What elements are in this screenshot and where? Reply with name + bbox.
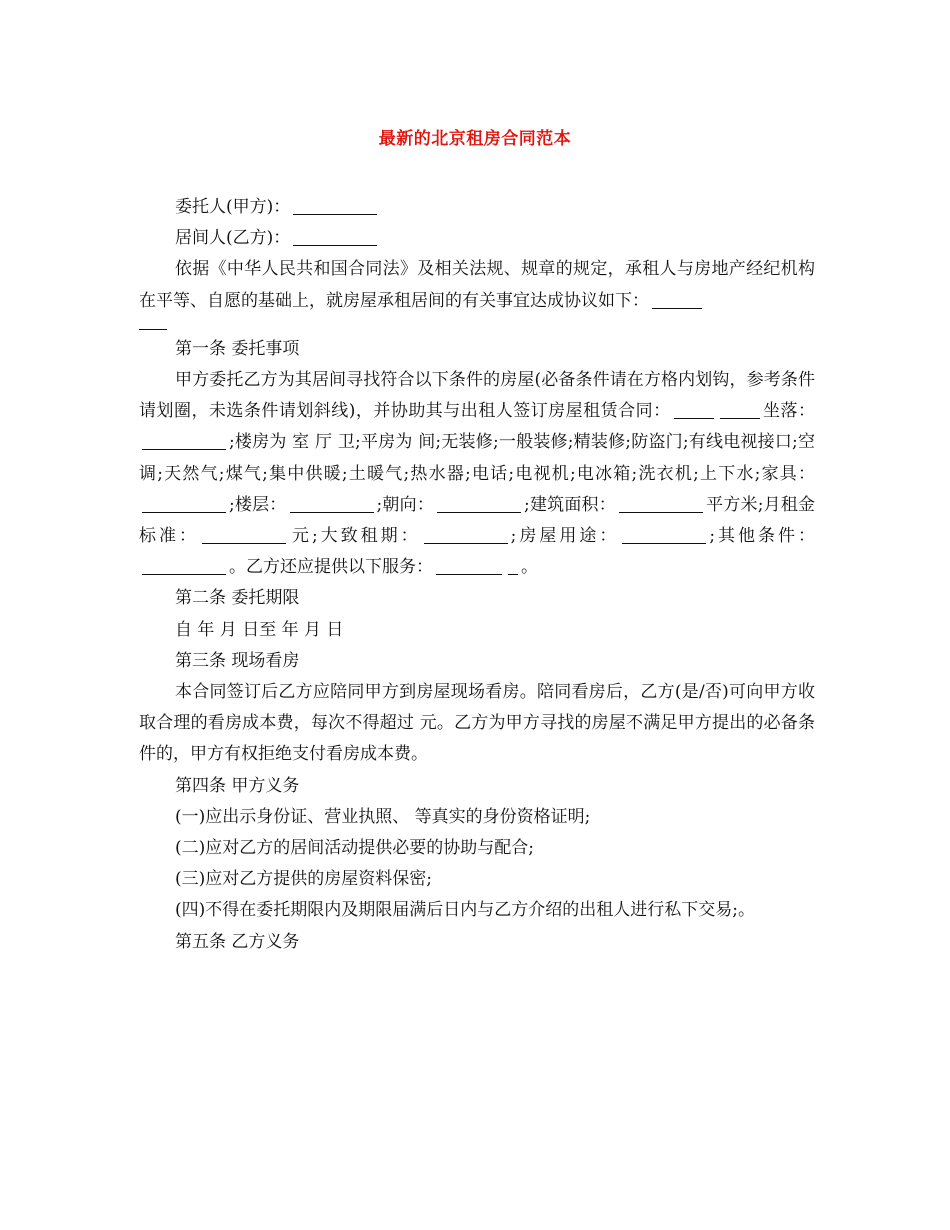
separator: ; bbox=[524, 494, 530, 515]
article-2-text: 自 年 月 日至 年 月 日 bbox=[175, 619, 344, 640]
article-4-item-3: (三)应对乙方提供的房屋资料保密; bbox=[175, 869, 432, 890]
period: 。 bbox=[521, 557, 538, 578]
party-a-line bbox=[139, 192, 815, 223]
orientation-label: ;朝向： bbox=[376, 494, 435, 515]
furniture-blank bbox=[142, 494, 226, 513]
floor-label: ;楼层： bbox=[229, 494, 287, 515]
floor-blank bbox=[290, 494, 374, 513]
blank bbox=[720, 400, 760, 419]
party-b-label: 居间人(乙方)： bbox=[175, 228, 291, 249]
located-blank bbox=[142, 431, 226, 450]
service-blank-cont bbox=[508, 556, 518, 575]
area-label: 建筑面积： bbox=[529, 494, 616, 515]
party-b-line bbox=[139, 223, 815, 254]
article-5-heading: 第五条 乙方义务 bbox=[175, 931, 300, 952]
party-b-blank bbox=[293, 227, 377, 246]
other-blank bbox=[142, 556, 226, 575]
document-body bbox=[139, 192, 815, 958]
use-blank bbox=[622, 525, 706, 544]
other-label: ;其他条件： bbox=[709, 526, 816, 547]
service-blank bbox=[436, 556, 502, 575]
document-title: 最新的北京租房合同范本 bbox=[378, 129, 572, 149]
party-a-blank bbox=[293, 196, 377, 215]
article-4-item-1: (一)应出示身份证、营业执照、 等真实的身份资格证明; bbox=[175, 806, 591, 827]
article-1-heading: 第一条 委托事项 bbox=[175, 338, 300, 359]
article-4-item-4: (四)不得在委托期限内及期限届满后日内与乙方介绍的出租人进行私下交易;。 bbox=[175, 900, 755, 921]
intro-text: 依据《中华人民共和国合同法》及相关法规、规章的规定，承租人与房地产经纪机构在平等、自愿的基础上，就房屋承租居间的有关事宜达成协议如下： bbox=[139, 259, 815, 311]
article-3-heading: 第三条 现场看房 bbox=[175, 650, 300, 671]
orientation-blank bbox=[437, 494, 521, 513]
conditions-text: ;楼房为 室 厅 卫;平房为 间;无装修;一般装修;精装修;防盗门;有线电视接口;空调;天然气;煤气;集中供暖;土暖气;热水器;电话;电视机;电冰箱;洗衣机;上下水;家具： bbox=[139, 432, 815, 484]
rent-unit-text: 元;大致租期： bbox=[288, 526, 421, 547]
article-1-text: 甲方委托乙方为其居间寻找符合以下条件的房屋(必备条件请在方格内划钩，参考条件请划圈，未选条件请划斜线)，并协助其与出租人签订房屋租赁合同： bbox=[139, 370, 815, 422]
party-a-label: 委托人(甲方)： bbox=[175, 197, 291, 217]
intro-blank bbox=[652, 290, 702, 309]
article-3-text: 本合同签订后乙方应陪同甲方到房屋现场看房。陪同看房后，乙方(是/否)可向甲方收取合理的看房成本费，每次不得超过 元。乙方为甲方寻找的房屋不满足甲方提出的必备条件的，甲方有权拒绝支付看房成本费。 bbox=[139, 682, 815, 765]
article-2-heading: 第二条 委托期限 bbox=[175, 588, 300, 609]
blank bbox=[674, 400, 714, 419]
located-label: 坐落： bbox=[762, 401, 815, 422]
term-blank bbox=[424, 525, 508, 544]
service-label: 。乙方还应提供以下服务： bbox=[229, 557, 433, 578]
rent-blank bbox=[202, 525, 286, 544]
area-unit-text: 平方米;月租金标准： bbox=[139, 494, 816, 547]
article-4-heading: 第四条 甲方义务 bbox=[175, 775, 300, 796]
separator: ; bbox=[510, 526, 517, 547]
intro-paragraph bbox=[139, 254, 815, 316]
article-1-paragraph bbox=[139, 365, 815, 583]
area-blank bbox=[619, 494, 703, 513]
article-4-item-2: (二)应对乙方的居间活动提供必要的协助与配合; bbox=[175, 838, 534, 859]
use-label: 房屋用途： bbox=[516, 526, 620, 547]
